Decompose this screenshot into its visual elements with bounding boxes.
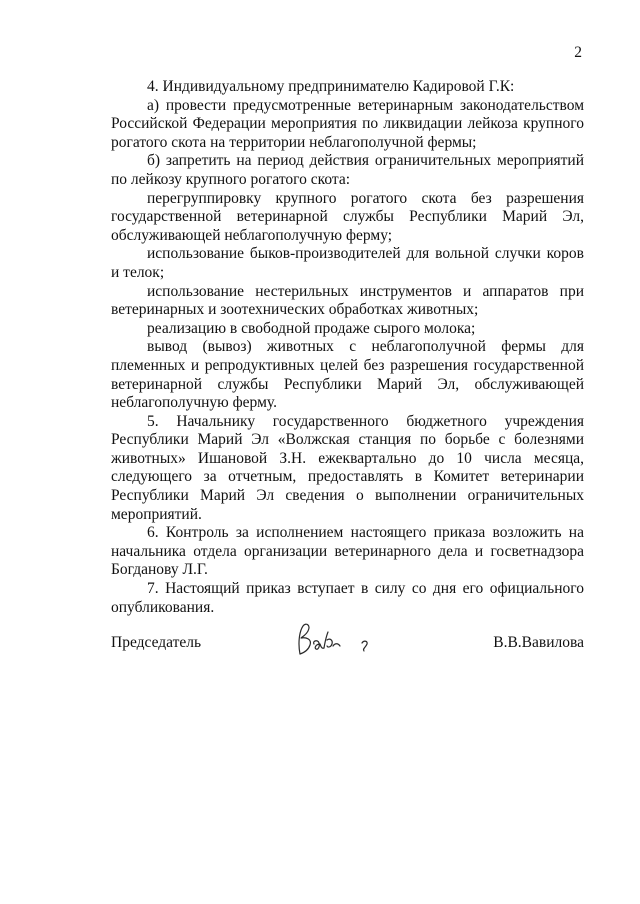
page-number: 2 — [574, 44, 582, 61]
paragraph-item-4a: а) провести предусмотренные ветеринарным законодательством Российской Федерации мероприятия по ликвидации лейкоза крупного рогатого скота на территории неблагополучной фермы; — [111, 96, 584, 151]
signature-block — [111, 622, 584, 670]
paragraph-item-4: 4. Индивидуальному предпринимателю Кадировой Г.К: — [147, 78, 515, 95]
paragraph-ban-raw-milk: реализацию в свободной продаже сырого молока; — [147, 319, 476, 337]
handwritten-signature — [294, 622, 384, 658]
paragraph-item-6: 6. Контроль за исполнением настоящего приказа возложить на начальника отдела организации ветеринарного дела и госветнадзора Богданову Л.Г. — [111, 524, 584, 579]
signatory-title: Председатель — [111, 634, 202, 651]
paragraph-item-5: 5. Начальнику государственного бюджетного учреждения Республики Марий Эл «Волжская станция по борьбе с болезнями животных» Ишановой З.Н. ежеквартально до 10 числа месяца, следующего за отчетным, предоставлять в Комитет ветеринарии Республики Марий Эл сведения о выполнении ограничительных мероприятий. — [111, 412, 584, 523]
signatory-name: В.В.Вавилова — [493, 634, 584, 651]
paragraph-item-7: 7. Настоящий приказ вступает в силу со дня его официального опубликования. — [111, 580, 584, 616]
paragraph-ban-instruments: использование нестерильных инструментов и аппаратов при ветеринарных и зоотехнических обработках животных; — [111, 282, 584, 319]
paragraph-ban-bulls: использование быков-производителей для вольной случки коров и телок; — [111, 245, 584, 281]
paragraph-item-4b: б) запретить на период действия ограничительных мероприятий по лейкозу крупного рогатого скота: — [111, 152, 584, 188]
order-body — [111, 78, 584, 617]
paragraph-ban-regrouping: перегруппировку крупного рогатого скота без разрешения государственной ветеринарной службы Республики Марий Эл, обслуживающей неблагополучную ферму; — [111, 189, 584, 244]
paragraph-ban-removal: вывод (вывоз) животных с неблагополучной фермы для племенных и репродуктивных целей без разрешения государственной ветеринарной службы Республики Марий Эл, обслуживающей неблагополучную ферму. — [111, 338, 584, 412]
